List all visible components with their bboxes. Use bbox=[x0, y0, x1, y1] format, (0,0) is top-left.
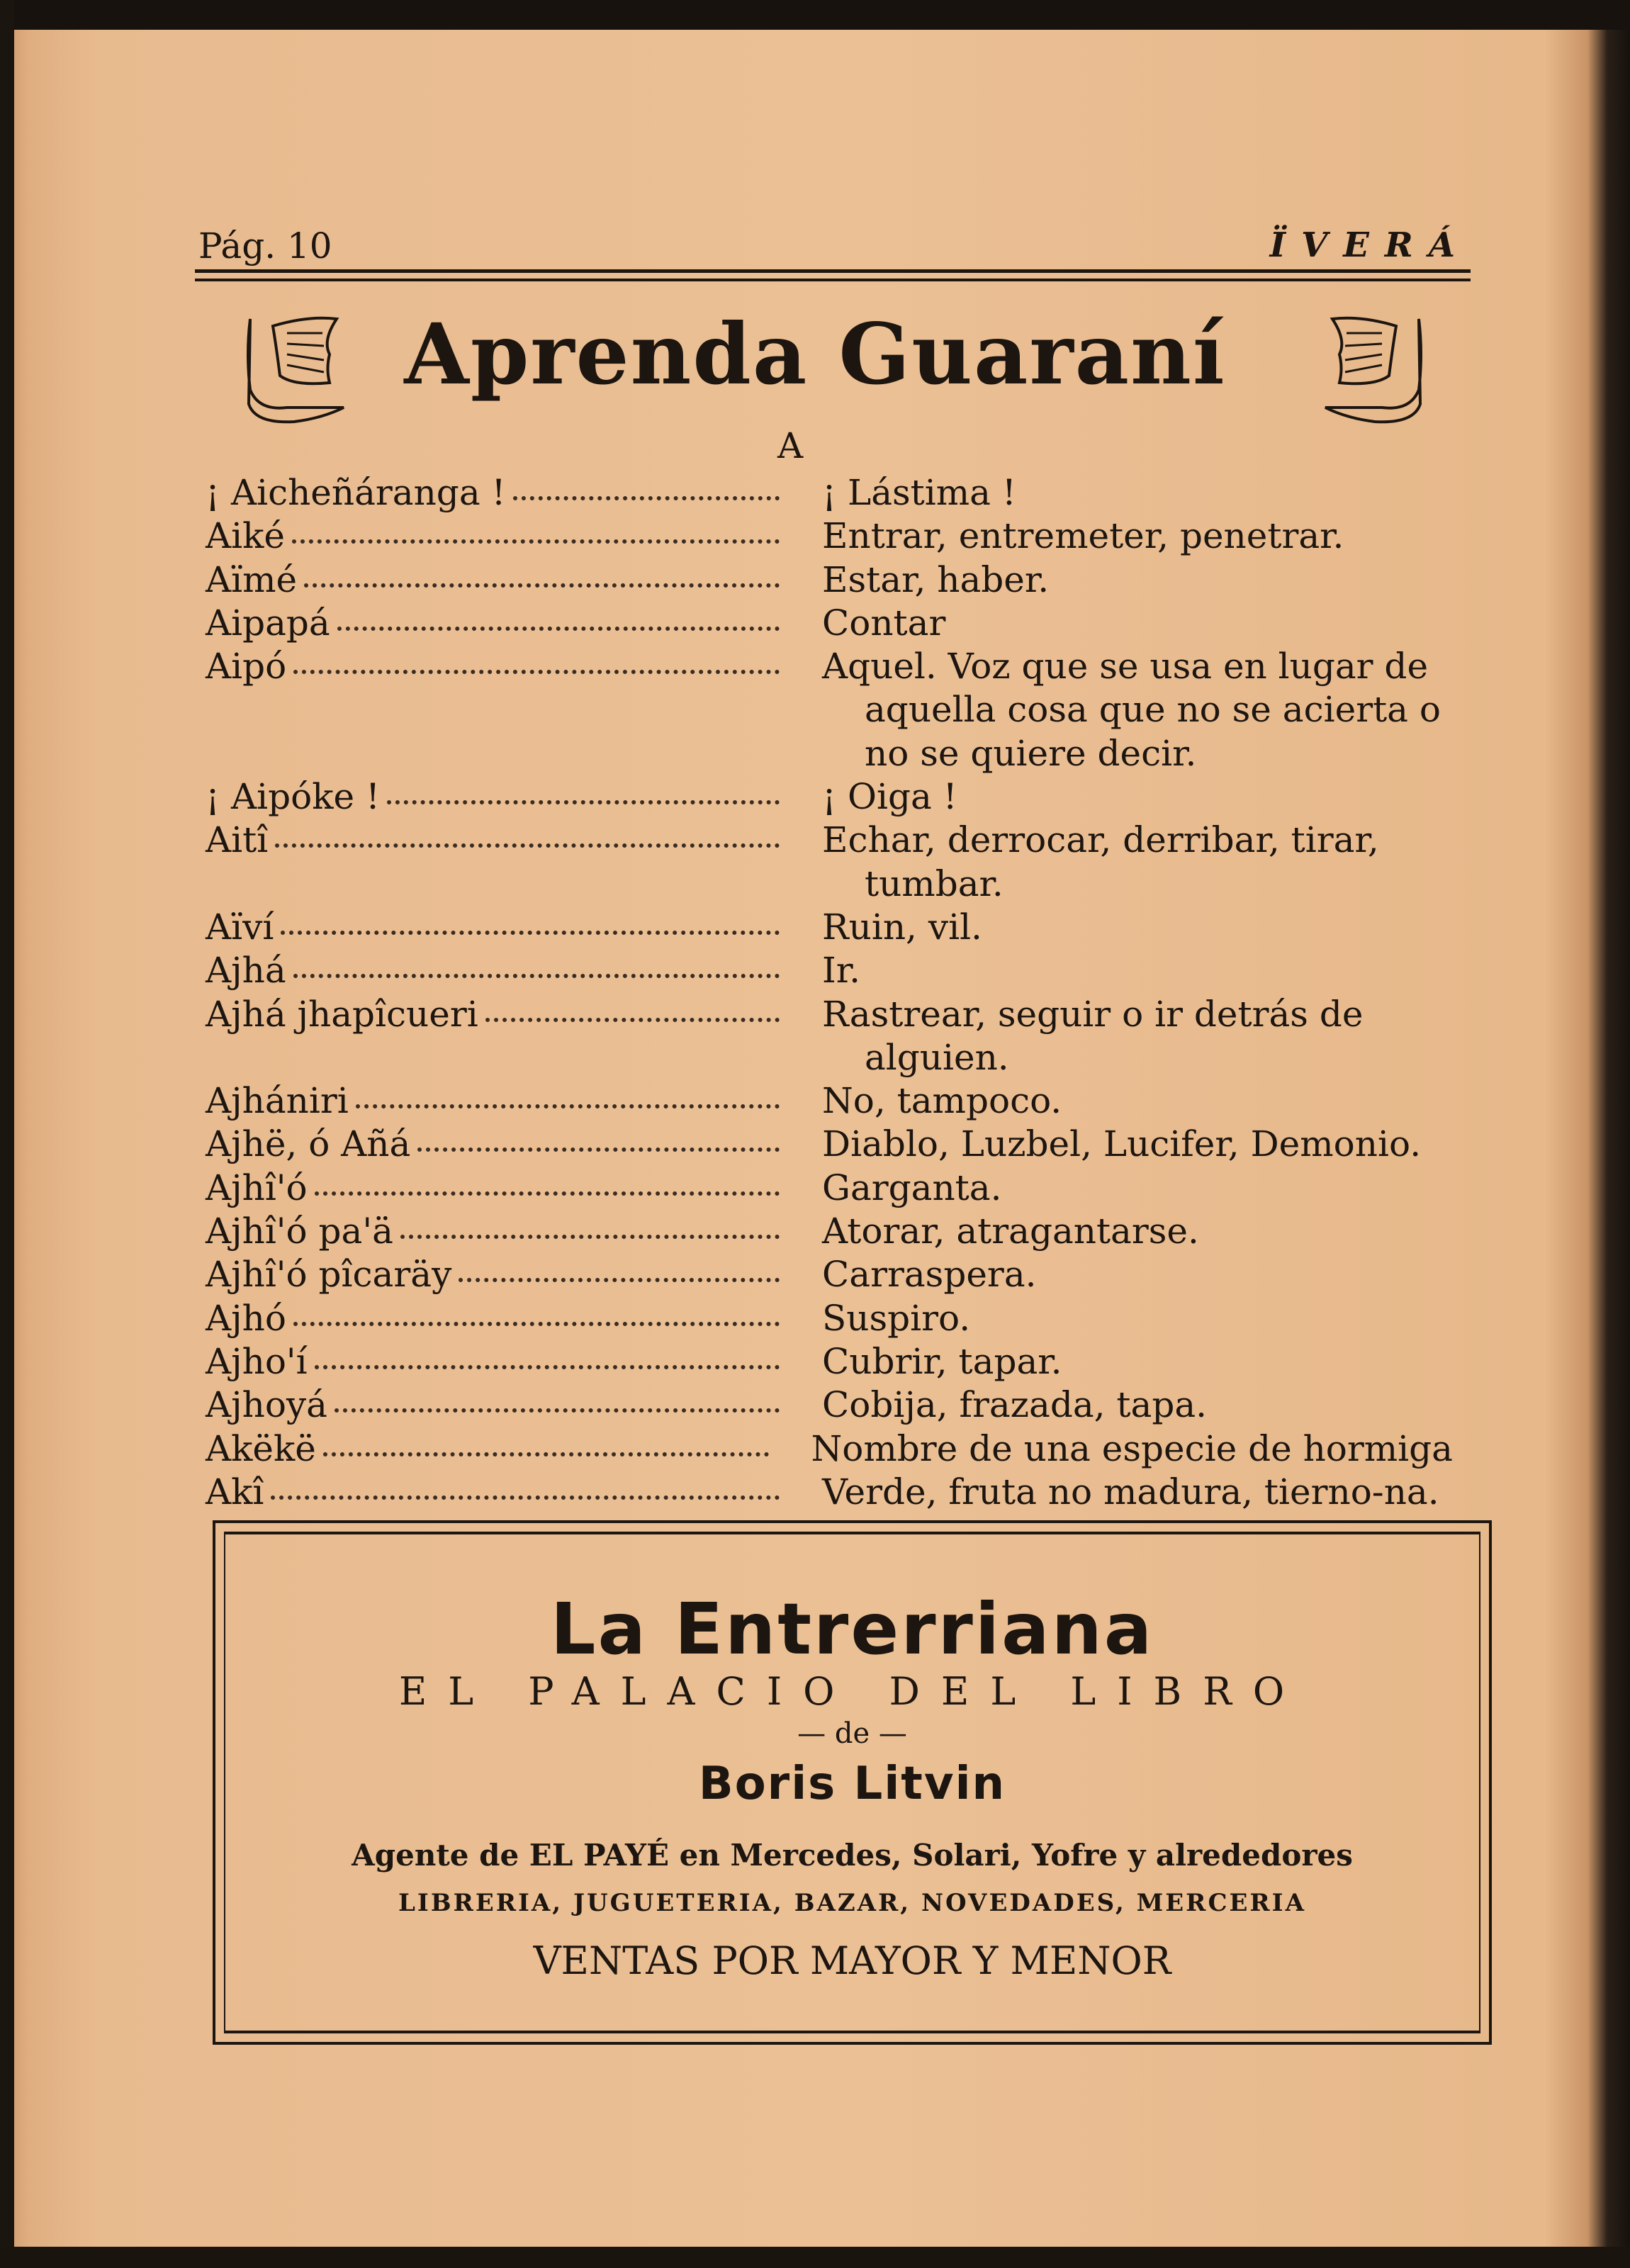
ad-store-name: La Entrerriana bbox=[550, 1588, 1154, 1671]
definition-line: Ruin, vil. bbox=[822, 906, 982, 948]
dot-leader bbox=[293, 974, 780, 978]
definition-line: Cubrir, tapar. bbox=[822, 1340, 1062, 1382]
header-rule-top bbox=[195, 269, 1471, 273]
scan-top-edge bbox=[0, 0, 1630, 30]
dot-leader bbox=[513, 496, 780, 500]
entry-definition bbox=[822, 1383, 1453, 1427]
entry-term-cell bbox=[206, 558, 780, 602]
entry-term: Ajho'í bbox=[206, 1340, 308, 1382]
dot-leader bbox=[400, 1235, 780, 1239]
entry-term-cell bbox=[206, 645, 780, 775]
entry-term-cell bbox=[206, 1471, 780, 1514]
definition-line: ¡ Oiga ! bbox=[822, 776, 957, 818]
entry-definition bbox=[822, 1340, 1453, 1383]
definition-line: No, tampoco. bbox=[822, 1080, 1062, 1122]
definition-line: Estar, haber. bbox=[822, 558, 1050, 600]
glossary-entry bbox=[206, 949, 1453, 992]
entry-term-cell bbox=[206, 515, 780, 558]
definition-line: alguien. bbox=[865, 1036, 1009, 1078]
dot-leader bbox=[337, 627, 780, 631]
entry-definition bbox=[822, 1079, 1453, 1123]
entry-term-cell bbox=[206, 775, 780, 819]
entry-term-cell bbox=[206, 1427, 769, 1471]
entry-term-cell bbox=[206, 819, 780, 906]
glossary-entry bbox=[206, 819, 1453, 906]
glossary-entry bbox=[206, 1167, 1453, 1210]
entry-term: ¡ Aipóke ! bbox=[206, 776, 381, 818]
header-rule-bottom bbox=[195, 279, 1471, 281]
dot-leader bbox=[271, 1495, 780, 1500]
entry-term: Ajhá bbox=[206, 950, 286, 992]
entry-term-cell bbox=[206, 602, 780, 645]
entry-term: ¡ Aicheñáranga ! bbox=[206, 472, 506, 513]
ad-de: — de — bbox=[797, 1717, 907, 1750]
dot-leader bbox=[275, 843, 780, 848]
definition-line: Echar, derrocar, derribar, tirar, bbox=[822, 819, 1379, 861]
definition-line: Cobija, frazada, tapa. bbox=[822, 1384, 1208, 1426]
entry-term: Ajhî'ó pa'ä bbox=[206, 1211, 393, 1252]
definition-line: tumbar. bbox=[865, 863, 1004, 904]
dot-leader bbox=[293, 670, 780, 674]
glossary-list bbox=[206, 471, 1453, 1514]
entry-term-cell bbox=[206, 1253, 780, 1296]
glossary-entry bbox=[206, 1383, 1453, 1427]
glossary-entry bbox=[206, 558, 1453, 602]
dot-leader bbox=[281, 931, 780, 935]
entry-term-cell bbox=[206, 949, 780, 992]
entry-term: Aitî bbox=[206, 819, 269, 861]
dot-leader bbox=[293, 1322, 780, 1326]
entry-term: Ajhániri bbox=[206, 1080, 349, 1122]
entry-definition bbox=[822, 645, 1453, 775]
entry-term: Ajhó bbox=[206, 1297, 286, 1339]
glossary-entry bbox=[206, 1079, 1453, 1123]
glossary-entry bbox=[206, 775, 1453, 819]
entry-definition bbox=[822, 775, 1453, 819]
entry-definition bbox=[822, 949, 1453, 992]
definition-line: Carraspera. bbox=[822, 1254, 1037, 1296]
entry-term-cell bbox=[206, 1123, 780, 1166]
glossary-entry bbox=[206, 1471, 1453, 1514]
glossary-entry bbox=[206, 1427, 1453, 1471]
entry-term-cell bbox=[206, 1383, 780, 1427]
ad-subtitle: EL PALACIO DEL LIBRO bbox=[398, 1669, 1306, 1714]
entry-term: Ajhoyá bbox=[206, 1384, 327, 1426]
scan-bottom-edge bbox=[0, 2247, 1630, 2268]
entry-term-cell bbox=[206, 1079, 780, 1123]
definition-line: Nombre de una especie de hormiga bbox=[811, 1427, 1453, 1469]
entry-term: Ajhá jhapîcueri bbox=[206, 993, 478, 1035]
dot-leader bbox=[459, 1278, 780, 1282]
ad-owner: Boris Litvin bbox=[698, 1758, 1006, 1810]
definition-line: Rastrear, seguir o ir detrás de bbox=[822, 993, 1364, 1035]
glossary-entry bbox=[206, 906, 1453, 949]
glossary-entry bbox=[206, 471, 1453, 515]
entry-term: Ajhî'ó pîcaräy bbox=[206, 1254, 452, 1296]
entry-definition bbox=[822, 1167, 1453, 1210]
entry-term: Aïví bbox=[206, 906, 274, 948]
entry-term: Ajhë, ó Añá bbox=[206, 1123, 411, 1165]
glossary-entry bbox=[206, 645, 1453, 775]
definition-line: Verde, fruta no madura, tierno-na. bbox=[822, 1471, 1439, 1512]
entry-definition bbox=[822, 993, 1453, 1080]
ad-categories: LIBRERIA, JUGUETERIA, BAZAR, NOVEDADES, MERCERIA bbox=[398, 1889, 1306, 1917]
page-header bbox=[198, 225, 1471, 268]
dot-leader bbox=[292, 539, 780, 544]
glossary-entry bbox=[206, 515, 1453, 558]
entry-definition bbox=[822, 1210, 1453, 1253]
entry-term-cell bbox=[206, 471, 780, 515]
dot-leader bbox=[315, 1365, 780, 1369]
glossary-entry bbox=[206, 1123, 1453, 1166]
definition-line: Contar bbox=[822, 602, 946, 644]
entry-term-cell bbox=[206, 1297, 780, 1340]
ad-agent-line: Agente de EL PAYÉ en Mercedes, Solari, Yofre y alrededores bbox=[352, 1838, 1353, 1873]
ad-sales: VENTAS POR MAYOR Y MENOR bbox=[533, 1938, 1171, 1983]
entry-term-cell bbox=[206, 1340, 780, 1383]
glossary-entry bbox=[206, 1253, 1453, 1296]
entry-definition bbox=[822, 906, 1453, 949]
entry-term: Aiké bbox=[206, 515, 285, 557]
entry-term-cell bbox=[206, 1167, 780, 1210]
entry-definition bbox=[822, 1471, 1453, 1514]
dot-leader bbox=[315, 1191, 780, 1196]
entry-term: Aïmé bbox=[206, 558, 298, 600]
entry-definition bbox=[822, 1253, 1453, 1296]
entry-term: Ajhî'ó bbox=[206, 1167, 308, 1208]
dot-leader bbox=[485, 1018, 780, 1022]
entry-definition bbox=[822, 1123, 1453, 1166]
dot-leader bbox=[356, 1104, 780, 1108]
definition-line: aquella cosa que no se acierta o bbox=[865, 689, 1441, 731]
entry-definition bbox=[822, 819, 1453, 906]
entry-definition bbox=[822, 1297, 1453, 1340]
page-title: Aprenda Guaraní bbox=[404, 305, 1226, 403]
magazine-name: ÏVERÁ bbox=[1269, 225, 1471, 265]
definition-line: Aquel. Voz que se usa en lugar de bbox=[822, 646, 1429, 687]
advertisement-inner-border bbox=[224, 1532, 1480, 2033]
glossary-entry bbox=[206, 602, 1453, 645]
definition-line: ¡ Lástima ! bbox=[822, 472, 1016, 513]
entry-term: Aipapá bbox=[206, 602, 330, 644]
definition-line: Diablo, Luzbel, Lucifer, Demonio. bbox=[822, 1123, 1422, 1165]
definition-line: Ir. bbox=[822, 950, 861, 992]
advertisement-box bbox=[213, 1520, 1492, 2045]
definition-line: Suspiro. bbox=[822, 1297, 971, 1339]
entry-definition bbox=[822, 515, 1453, 558]
dot-leader bbox=[335, 1408, 780, 1413]
entry-term-cell bbox=[206, 906, 780, 949]
glossary-entry bbox=[206, 1340, 1453, 1383]
dot-leader bbox=[387, 800, 780, 804]
entry-definition bbox=[822, 471, 1453, 515]
glossary-entry bbox=[206, 1210, 1453, 1253]
dot-leader bbox=[323, 1452, 769, 1456]
entry-term: Aipó bbox=[206, 646, 287, 687]
entry-term-cell bbox=[206, 993, 780, 1080]
definition-line: Garganta. bbox=[822, 1167, 1002, 1208]
definition-line: Atorar, atragantarse. bbox=[822, 1211, 1199, 1252]
glossary-entry bbox=[206, 993, 1453, 1080]
entry-term: Akëkë bbox=[206, 1427, 316, 1469]
page-number: Pág. 10 bbox=[198, 225, 332, 266]
dot-leader bbox=[417, 1147, 780, 1152]
entry-definition bbox=[811, 1427, 1454, 1471]
dot-leader bbox=[304, 583, 780, 588]
entry-term: Akî bbox=[206, 1471, 264, 1512]
glossary-entry bbox=[206, 1297, 1453, 1340]
entry-definition bbox=[822, 602, 1453, 645]
section-letter: A bbox=[777, 425, 804, 466]
definition-line: no se quiere decir. bbox=[865, 732, 1197, 774]
definition-line: Entrar, entremeter, penetrar. bbox=[822, 515, 1344, 557]
entry-term-cell bbox=[206, 1210, 780, 1253]
entry-definition bbox=[822, 558, 1453, 602]
